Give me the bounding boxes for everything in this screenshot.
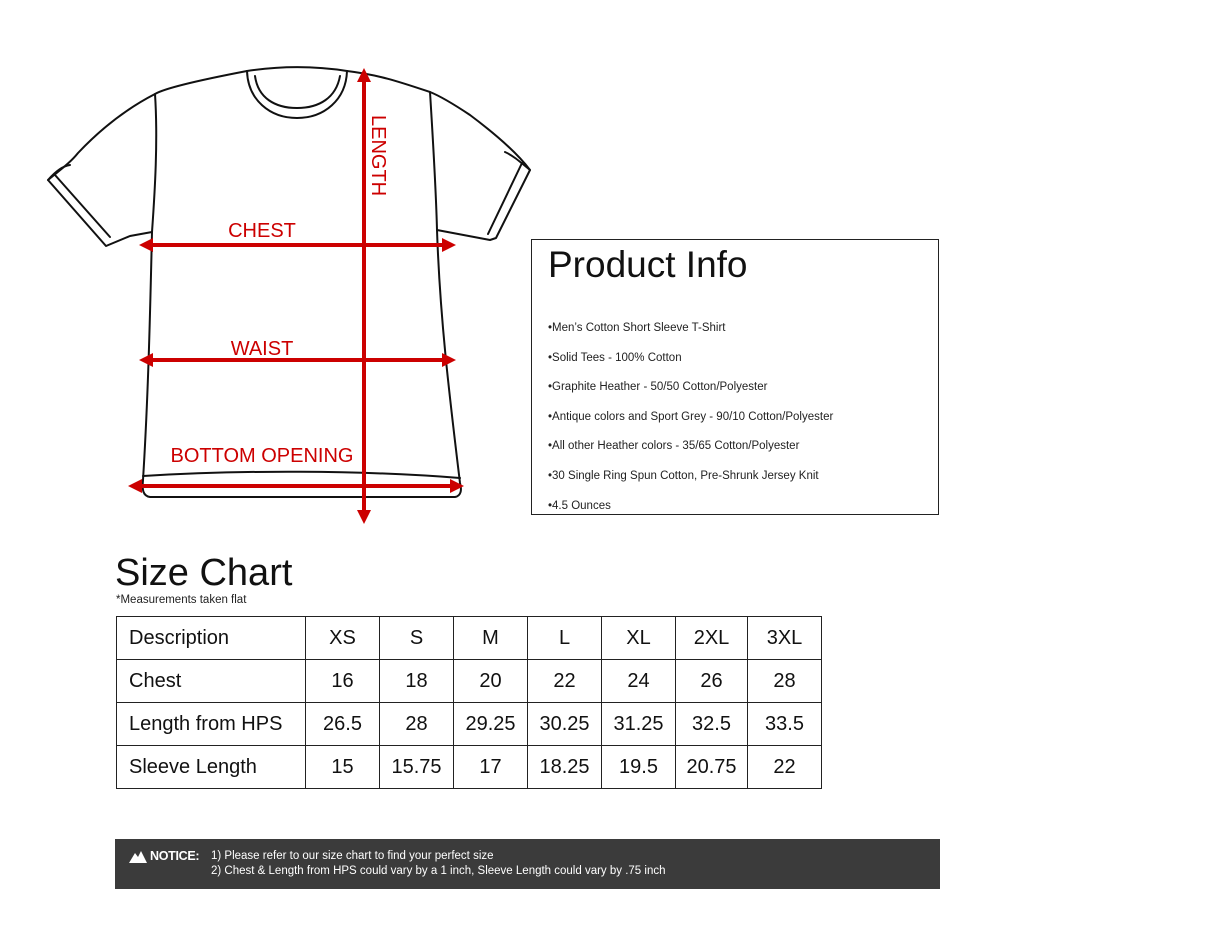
- product-info-item: • 4.5 Ounces: [548, 492, 833, 522]
- notice-lines: [211, 849, 666, 879]
- waist-label: WAIST: [230, 338, 294, 360]
- row-label: Sleeve Length: [117, 746, 306, 789]
- tshirt-outline: [48, 67, 530, 497]
- row-label: Length from HPS: [117, 703, 306, 746]
- size-chart-note: *Measurements taken flat: [116, 594, 247, 606]
- chest-arrow-left-head: [139, 238, 153, 252]
- notice-label: NOTICE:: [150, 849, 200, 863]
- table-cell: 17: [454, 746, 528, 789]
- header-cell-size: L: [528, 617, 602, 660]
- product-info-title: Product Info: [548, 244, 748, 285]
- header-cell-size: 2XL: [676, 617, 748, 660]
- table-cell: 18.25: [528, 746, 602, 789]
- product-info-box: [531, 239, 939, 515]
- table-cell: 28: [748, 660, 822, 703]
- waist-arrow-left-head: [139, 353, 153, 367]
- product-info-item: • 30 Single Ring Spun Cotton, Pre-Shrunk Jersey Knit: [548, 462, 833, 492]
- table-row-sleeve-length: [117, 746, 822, 789]
- chest-arrow-right-head: [442, 238, 456, 252]
- bottom-opening-label: BOTTOM OPENING: [170, 445, 354, 467]
- notice-bar: [115, 839, 940, 889]
- size-chart-table: [116, 616, 822, 789]
- table-header-row: [117, 617, 822, 660]
- table-cell: 28: [380, 703, 454, 746]
- table-cell: 29.25: [454, 703, 528, 746]
- notice-line: 2) Chest & Length from HPS could vary by a 1 inch, Sleeve Length could vary by .75 inch: [211, 865, 666, 877]
- product-info-item: • Men’s Cotton Short Sleeve T-Shirt: [548, 314, 833, 344]
- length-label: LENGTH: [367, 115, 389, 197]
- length-arrow-bottom-head: [357, 510, 371, 524]
- table-cell: 19.5: [602, 746, 676, 789]
- notice-line: 1) Please refer to our size chart to find your perfect size: [211, 850, 494, 862]
- table-row-length-from-hps: [117, 703, 822, 746]
- header-cell-size: 3XL: [748, 617, 822, 660]
- product-info-item: • Graphite Heather - 50/50 Cotton/Polyester: [548, 373, 833, 403]
- table-cell: 26: [676, 660, 748, 703]
- product-info-item: • Antique colors and Sport Grey - 90/10 Cotton/Polyester: [548, 403, 833, 433]
- header-cell-size: S: [380, 617, 454, 660]
- table-cell: 16: [306, 660, 380, 703]
- table-cell: 15: [306, 746, 380, 789]
- table-cell: 22: [528, 660, 602, 703]
- product-info-list: [548, 314, 833, 521]
- row-label: Chest: [117, 660, 306, 703]
- table-cell: 30.25: [528, 703, 602, 746]
- header-cell-size: M: [454, 617, 528, 660]
- bottom-opening-arrow-left-head: [128, 479, 142, 493]
- table-cell: 18: [380, 660, 454, 703]
- table-cell: 32.5: [676, 703, 748, 746]
- tshirt-measurement-diagram: [0, 0, 540, 540]
- header-cell-size: XL: [602, 617, 676, 660]
- bottom-opening-arrow-right-head: [450, 479, 464, 493]
- product-info-item: • Solid Tees - 100% Cotton: [548, 344, 833, 374]
- table-cell: 31.25: [602, 703, 676, 746]
- table-cell: 22: [748, 746, 822, 789]
- size-chart-title: Size Chart: [115, 552, 293, 594]
- table-cell: 20.75: [676, 746, 748, 789]
- table-cell: 26.5: [306, 703, 380, 746]
- header-cell-description: Description: [117, 617, 306, 660]
- warning-mountain-icon: [129, 851, 147, 863]
- chest-label: CHEST: [228, 220, 296, 242]
- table-cell: 33.5: [748, 703, 822, 746]
- table-cell: 20: [454, 660, 528, 703]
- product-info-item: • All other Heather colors - 35/65 Cotton/Polyester: [548, 432, 833, 462]
- table-cell: 24: [602, 660, 676, 703]
- table-cell: 15.75: [380, 746, 454, 789]
- table-row-chest: [117, 660, 822, 703]
- header-cell-size: XS: [306, 617, 380, 660]
- waist-arrow-right-head: [442, 353, 456, 367]
